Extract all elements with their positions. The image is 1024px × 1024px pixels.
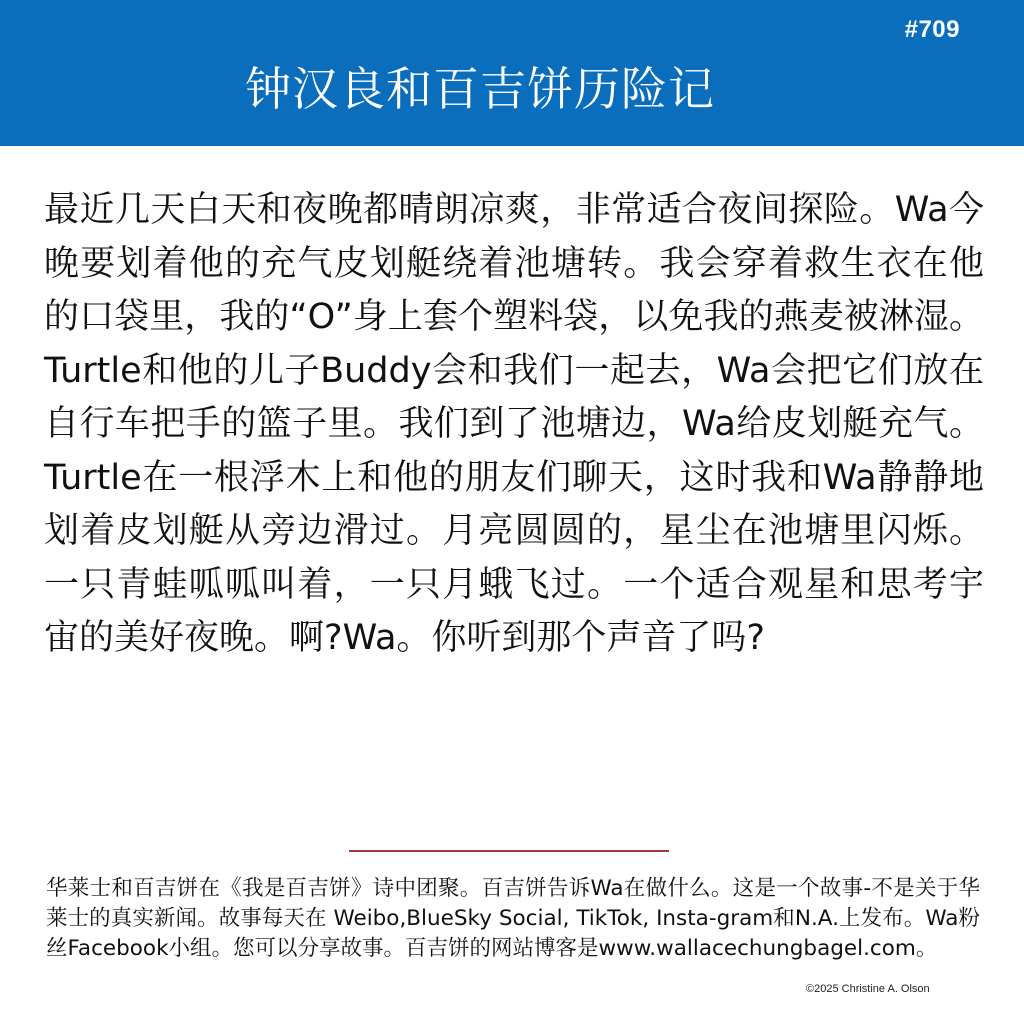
- copyright-notice: ©2025 Christine A. Olson: [806, 983, 930, 995]
- header-banner: [0, 0, 1024, 146]
- divider-line: [349, 850, 669, 852]
- page-title: 钟汉良和百吉饼历险记: [245, 62, 715, 116]
- episode-number: #709: [904, 16, 960, 43]
- footnote-text: 华莱士和百吉饼在《我是百吉饼》诗中团聚。百吉饼告诉Wa在做什么。这是一个故事-不是关于华莱士的真实新闻。故事每天在 Weibo,BlueSky Social, TikTok, Insta-gram和N.A.上发布。Wa粉丝Facebook小组。您可以分享故事。百吉饼的网站博客是www.wallacechungbagel.com。: [46, 876, 980, 961]
- story-text: 最近几天白天和夜晚都晴朗凉爽，非常适合夜间探险。Wa今晚要划着他的充气皮划艇绕着池塘转。我会穿着救生衣在他的口袋里，我的“O”身上套个塑料袋，以免我的燕麦被淋湿。Turtle和他的儿子Buddy会和我们一起去，Wa会把它们放在自行车把手的篮子里。我们到了池塘边，Wa给皮划艇充气。Turtle在一根浮木上和他的朋友们聊天，这时我和Wa静静地划着皮划艇从旁边滑过。月亮圆圆的，星尘在池塘里闪烁。一只青蛙呱呱叫着，一只月蛾飞过。一个适合观星和思考宇宙的美好夜晚。啊?Wa。你听到那个声音了吗?: [44, 190, 984, 658]
